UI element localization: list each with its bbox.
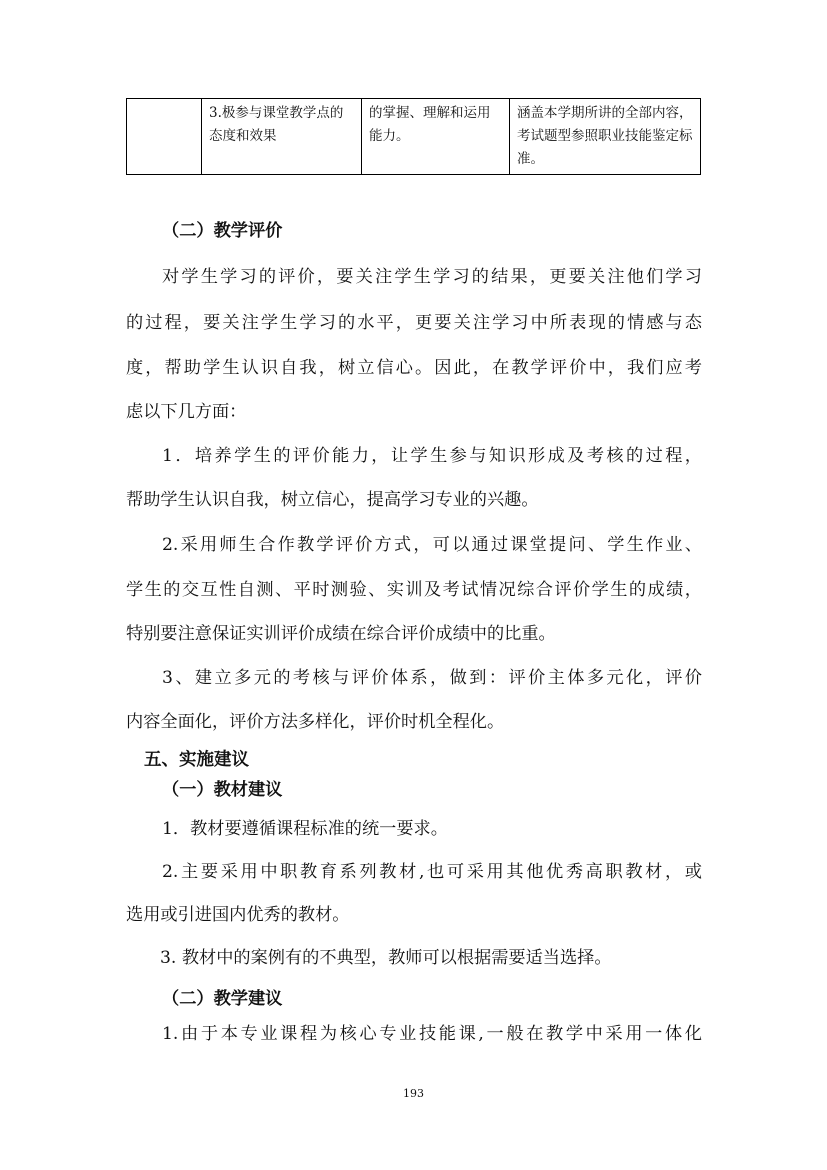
- paragraph-line: 的过程，要关注学生学习的水平，更要关注学习中所表现的情感与态: [126, 313, 702, 333]
- paragraph-line: 帮助学生认识自我，树立信心，提高学习专业的兴趣。: [126, 490, 539, 510]
- paragraph-line: 2.主要采用中职教育系列教材,也可采用其他优秀高职教材，或: [162, 862, 702, 882]
- paragraph-line: 1．教材要遵循课程标准的统一要求。: [162, 819, 448, 839]
- paragraph-line: 2.采用师生合作教学评价方式，可以通过课堂提问、学生作业、: [162, 535, 702, 555]
- paragraph-line: 学生的交互性自测、平时测验、实训及考试情况综合评价学生的成绩，: [126, 580, 702, 600]
- subsection-title-teaching: （二）教学建议: [162, 989, 283, 1009]
- paragraph-line: 特别要注意保证实训评价成绩在综合评价成绩中的比重。: [126, 624, 556, 644]
- subsection-title-materials: （一）教材建议: [162, 780, 283, 800]
- table-cell-2: 3.极参与课堂教学点的态度和效果: [202, 99, 362, 174]
- paragraph-line: 3. 教材中的案例有的不典型，教师可以根据需要适当选择。: [160, 948, 612, 968]
- table-cell-4: 涵盖本学期所讲的全部内容，考试题型参照职业技能鉴定标准。: [517, 105, 693, 167]
- paragraph-line: 1．培养学生的评价能力，让学生参与知识形成及考核的过程，: [162, 446, 702, 466]
- section-title-implementation: 五、实施建议: [144, 750, 249, 770]
- assessment-table: [126, 98, 701, 175]
- table-cell-3: 的掌握、理解和运用能力。: [362, 99, 510, 174]
- paragraph-line: 虑以下几方面：: [126, 402, 247, 422]
- paragraph-line: 选用或引进国内优秀的教材。: [126, 905, 350, 925]
- section-title-evaluation: （二）教学评价: [162, 221, 283, 241]
- paragraph-line: 度，帮助学生认识自我，树立信心。因此，在教学评价中，我们应考: [126, 358, 702, 378]
- paragraph-line: 内容全面化，评价方法多样化，评价时机全程化。: [126, 712, 505, 732]
- page-number: 193: [403, 1087, 424, 1100]
- paragraph-line: 3、建立多元的考核与评价体系，做到：评价主体多元化，评价: [162, 668, 702, 688]
- paragraph-line: 1.由于本专业课程为核心专业技能课,一般在教学中采用一体化: [162, 1024, 702, 1044]
- paragraph-line: 对学生学习的评价，要关注学生学习的结果，更要关注他们学习: [162, 267, 702, 287]
- table-cell-1: [127, 99, 202, 174]
